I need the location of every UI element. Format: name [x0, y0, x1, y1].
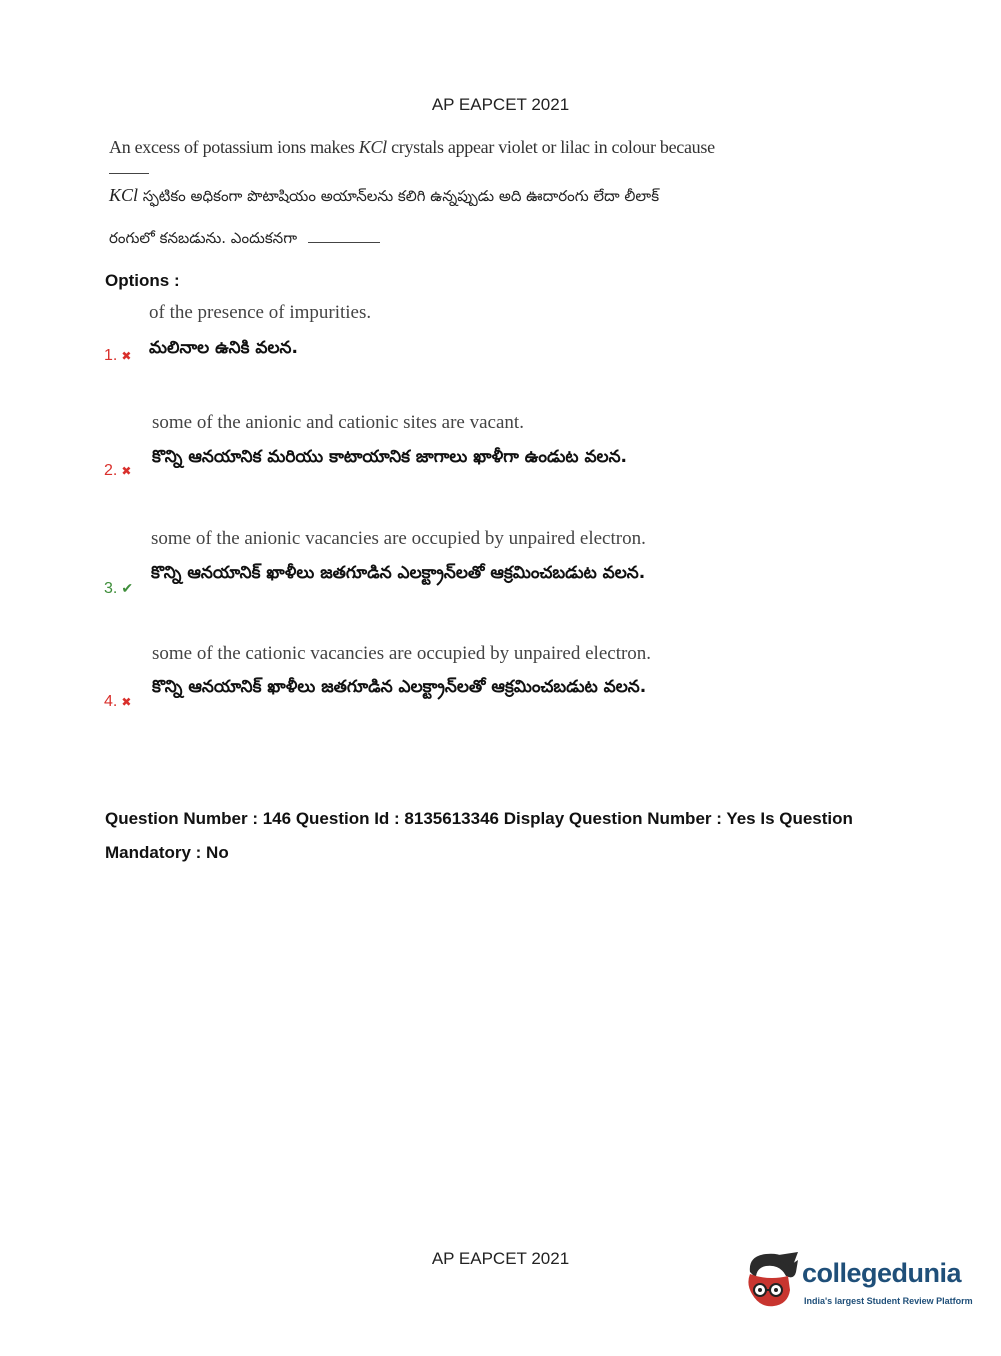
options-label: Options : — [105, 271, 180, 290]
option-1-english: of the presence of impurities. — [149, 302, 372, 323]
question-meta-line1: Question Number : 146 Question Id : 8135613346 Display Question Number : Yes Is Question — [105, 809, 853, 828]
cross-icon: ✖ — [121, 695, 132, 709]
formula-kcl-telugu: KCl — [109, 185, 139, 205]
option-1-number-text: 1. — [104, 347, 118, 364]
logo-tagline: India's largest Student Review Platform — [804, 1296, 973, 1306]
option-2-number-text: 2. — [104, 462, 118, 479]
answer-blank — [109, 173, 149, 174]
logo-wordmark: collegedunia — [802, 1258, 962, 1288]
cross-icon: ✖ — [121, 349, 132, 363]
check-icon: ✔ — [121, 580, 134, 596]
cross-icon: ✖ — [121, 464, 132, 478]
answer-blank-telugu — [308, 242, 380, 243]
page-header: AP EAPCET 2021 — [431, 95, 570, 114]
option-4-english: some of the cationic vacancies are occupied by unpaired electron. — [152, 643, 652, 664]
option-1-number — [104, 347, 131, 365]
question-telugu-text1: స్ఫటికం అధికంగా పొటాషియం అయాన్‌లను కలిగి ఉన్నప్పుడు అది ఊదారంగు లేదా లీలాక్ — [138, 187, 660, 205]
option-4-number — [104, 693, 131, 711]
question-meta — [105, 802, 925, 870]
question-telugu-line2 — [109, 229, 749, 251]
option-2-number — [104, 462, 131, 480]
question-english-prefix: An excess of potassium ions makes — [109, 137, 359, 157]
option-4-number-text: 4. — [104, 693, 118, 710]
option-1-telugu: మలినాల ఉనికి వలన. — [149, 338, 298, 358]
option-3-telugu: కొన్ని ఆనయానిక్ ఖాళీలు జతగూడిన ఎలక్ట్రాన్‌లతో ఆక్రమించబడుట వలన. — [151, 563, 646, 583]
question-telugu-line1 — [109, 185, 749, 209]
option-2-telugu: కొన్ని ఆనయానిక మరియు కాటాయానిక జాగాలు ఖాళీగా ఉండుట వలన. — [152, 447, 627, 467]
collegedunia-logo — [742, 1250, 972, 1320]
page-footer: AP EAPCET 2021 — [431, 1249, 570, 1268]
question-meta-line2: Mandatory : No — [105, 843, 229, 862]
option-4-telugu: కొన్ని ఆనయానిక్ ఖాళీలు జతగూడిన ఎలక్ట్రాన్‌లతో ఆక్రమించబడుట వలన. — [152, 677, 647, 697]
question-telugu-text2: రంగులో కనబడును. ఎందుకనగా — [109, 229, 298, 247]
question-english — [109, 137, 749, 179]
option-3-number-text: 3. — [104, 580, 118, 597]
option-2-english: some of the anionic and cationic sites are vacant. — [152, 412, 524, 433]
mascot-icon — [742, 1250, 802, 1312]
option-3-number — [104, 580, 133, 598]
option-3-english: some of the anionic vacancies are occupied by unpaired electron. — [151, 528, 646, 549]
formula-kcl: KCl — [358, 137, 387, 157]
question-english-suffix: crystals appear violet or lilac in colour because — [386, 137, 715, 157]
